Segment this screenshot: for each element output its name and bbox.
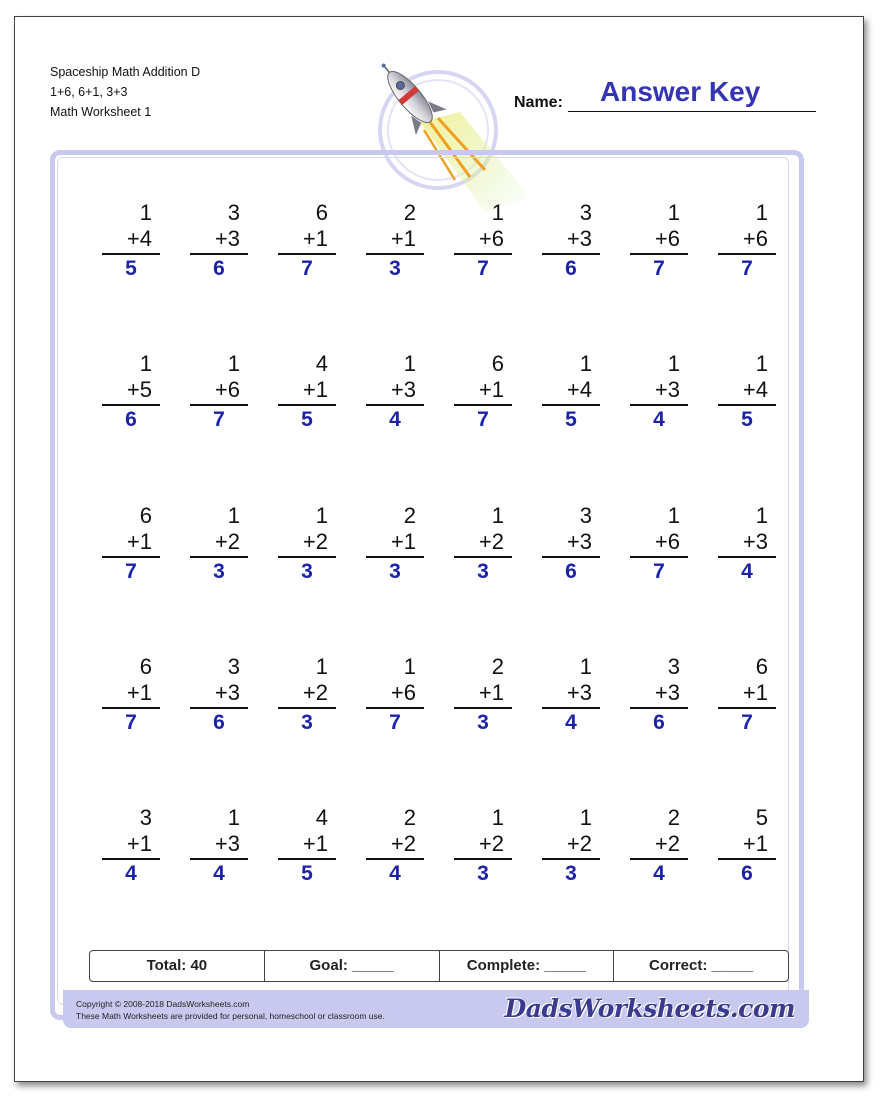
problem (360, 654, 424, 737)
addend-top: 1 (755, 200, 768, 225)
answer: 3 (301, 560, 313, 583)
addend-top: 1 (139, 351, 152, 376)
addend-top: 1 (755, 351, 768, 376)
addend-top: 1 (579, 805, 592, 830)
answer: 3 (301, 711, 313, 734)
addend-top: 1 (227, 503, 240, 528)
problem (712, 200, 776, 283)
problem (272, 200, 336, 283)
answer-key-label: Answer Key (600, 76, 761, 107)
problem (536, 503, 600, 586)
problem (624, 805, 688, 888)
worksheet-header (50, 62, 200, 122)
addend-top: 1 (491, 805, 504, 830)
addend-top: 1 (403, 654, 416, 679)
copyright-line: Copyright © 2008-2018 DadsWorksheets.com (76, 999, 250, 1009)
addend-bottom: +1 (126, 831, 152, 856)
addend-top: 6 (755, 654, 768, 679)
problem (624, 654, 688, 737)
addend-bottom: +6 (654, 226, 680, 251)
addend-bottom: +6 (654, 529, 680, 554)
problem (272, 654, 336, 737)
problem (536, 805, 600, 888)
addend-bottom: +2 (566, 831, 592, 856)
addend-top: 1 (755, 503, 768, 528)
problem (448, 200, 512, 283)
problem (96, 351, 160, 434)
goal-field[interactable]: Goal: _____ (265, 951, 440, 981)
problem (184, 503, 248, 586)
answer: 6 (741, 862, 753, 885)
correct-field[interactable]: Correct: _____ (649, 957, 754, 974)
answer: 6 (213, 711, 225, 734)
addend-bottom: +2 (214, 529, 240, 554)
answer: 7 (653, 257, 665, 280)
answer: 7 (477, 408, 489, 431)
addend-bottom: +6 (742, 226, 768, 251)
addend-bottom: +6 (214, 377, 240, 402)
answer: 5 (565, 408, 577, 431)
answer: 4 (125, 862, 137, 885)
addend-top: 2 (403, 503, 416, 528)
addend-top: 6 (491, 351, 504, 376)
addend-bottom: +2 (302, 529, 328, 554)
answer: 4 (213, 862, 225, 885)
name-label: Name: (514, 94, 563, 111)
footer (63, 990, 809, 1028)
answer: 3 (389, 257, 401, 280)
addend-bottom: +1 (478, 680, 504, 705)
addend-top: 3 (579, 200, 592, 225)
problem (448, 805, 512, 888)
addend-bottom: +3 (654, 680, 680, 705)
addend-bottom: +2 (478, 831, 504, 856)
answer: 7 (389, 711, 401, 734)
problem (712, 654, 776, 737)
problem (184, 805, 248, 888)
problem (448, 654, 512, 737)
answer: 6 (213, 257, 225, 280)
problem (272, 351, 336, 434)
addend-top: 1 (139, 200, 152, 225)
answer: 4 (653, 862, 665, 885)
addend-bottom: +6 (390, 680, 416, 705)
problem (624, 351, 688, 434)
problem (624, 503, 688, 586)
problem (448, 503, 512, 586)
total-field: Total: 40 (90, 951, 265, 981)
addend-bottom: +6 (478, 226, 504, 251)
problem (624, 200, 688, 283)
addend-top: 1 (315, 503, 328, 528)
problem (272, 805, 336, 888)
addend-top: 2 (403, 200, 416, 225)
problem (96, 200, 160, 283)
answer: 4 (653, 408, 665, 431)
answer: 7 (213, 408, 225, 431)
problem (360, 503, 424, 586)
answer: 3 (565, 862, 577, 885)
addend-bottom: +2 (654, 831, 680, 856)
addend-top: 4 (315, 805, 328, 830)
problem (536, 654, 600, 737)
addend-bottom: +2 (390, 831, 416, 856)
answer: 4 (741, 560, 753, 583)
problem-grid (70, 180, 780, 900)
addend-top: 2 (491, 654, 504, 679)
addend-bottom: +1 (390, 529, 416, 554)
answer: 4 (389, 408, 401, 431)
addend-top: 3 (227, 200, 240, 225)
problem (96, 805, 160, 888)
answer: 3 (213, 560, 225, 583)
problem (96, 503, 160, 586)
addend-bottom: +1 (302, 831, 328, 856)
answer: 7 (741, 257, 753, 280)
problem (712, 805, 776, 888)
addend-bottom: +3 (742, 529, 768, 554)
answer: 4 (565, 711, 577, 734)
answer: 6 (565, 560, 577, 583)
addend-top: 3 (227, 654, 240, 679)
worksheet-number: Math Worksheet 1 (50, 105, 152, 119)
addend-bottom: +1 (390, 226, 416, 251)
answer: 3 (477, 862, 489, 885)
answer: 6 (653, 711, 665, 734)
answer: 6 (125, 408, 137, 431)
addend-bottom: +4 (566, 377, 592, 402)
problem (272, 503, 336, 586)
answer: 7 (125, 711, 137, 734)
problem (360, 200, 424, 283)
addend-bottom: +4 (742, 377, 768, 402)
answer: 7 (301, 257, 313, 280)
problem (536, 351, 600, 434)
addend-top: 6 (139, 503, 152, 528)
addend-bottom: +1 (742, 680, 768, 705)
addend-top: 1 (227, 351, 240, 376)
addend-top: 1 (491, 503, 504, 528)
addend-top: 6 (315, 200, 328, 225)
addend-top: 1 (491, 200, 504, 225)
problem (712, 351, 776, 434)
answer: 5 (301, 862, 313, 885)
answer: 7 (653, 560, 665, 583)
score-bar (89, 950, 789, 982)
answer: 3 (477, 560, 489, 583)
answer: 7 (477, 257, 489, 280)
addend-top: 1 (579, 351, 592, 376)
answer: 7 (741, 711, 753, 734)
addend-top: 1 (315, 654, 328, 679)
dadsworksheets-logo: DadsWorksheets.com (504, 994, 795, 1023)
addend-top: 1 (227, 805, 240, 830)
answer: 5 (741, 408, 753, 431)
answer: 5 (125, 257, 137, 280)
addend-top: 6 (139, 654, 152, 679)
answer: 3 (389, 560, 401, 583)
addend-top: 3 (667, 654, 680, 679)
answer: 6 (565, 257, 577, 280)
problem (184, 200, 248, 283)
copyright-text (76, 998, 385, 1022)
answer: 3 (477, 711, 489, 734)
addend-top: 3 (579, 503, 592, 528)
problem (96, 654, 160, 737)
addend-top: 1 (403, 351, 416, 376)
addend-bottom: +3 (390, 377, 416, 402)
addend-bottom: +3 (214, 680, 240, 705)
addend-bottom: +3 (566, 680, 592, 705)
name-line[interactable] (568, 111, 816, 112)
addend-bottom: +1 (478, 377, 504, 402)
problem (184, 654, 248, 737)
answer: 4 (389, 862, 401, 885)
addend-top: 1 (667, 503, 680, 528)
addend-bottom: +1 (302, 377, 328, 402)
addend-bottom: +3 (654, 377, 680, 402)
addend-top: 1 (667, 351, 680, 376)
problem (448, 351, 512, 434)
addend-bottom: +1 (126, 529, 152, 554)
addend-top: 1 (579, 654, 592, 679)
addend-bottom: +2 (478, 529, 504, 554)
addend-top: 4 (315, 351, 328, 376)
addend-bottom: +4 (126, 226, 152, 251)
problem (536, 200, 600, 283)
addend-bottom: +5 (126, 377, 152, 402)
worksheet-title: Spaceship Math Addition D (50, 65, 201, 79)
addend-top: 2 (667, 805, 680, 830)
addend-bottom: +1 (302, 226, 328, 251)
problem (184, 351, 248, 434)
addend-bottom: +3 (214, 831, 240, 856)
addend-top: 5 (755, 805, 768, 830)
usage-notice: These Math Worksheets are provided for personal, homeschool or classroom use. (76, 1011, 385, 1021)
problem (360, 351, 424, 434)
addend-bottom: +3 (566, 226, 592, 251)
problem (712, 503, 776, 586)
addend-top: 2 (403, 805, 416, 830)
addend-bottom: +2 (302, 680, 328, 705)
addend-bottom: +3 (566, 529, 592, 554)
answer: 5 (301, 408, 313, 431)
addend-bottom: +3 (214, 226, 240, 251)
addend-bottom: +1 (126, 680, 152, 705)
addend-top: 3 (139, 805, 152, 830)
addend-bottom: +1 (742, 831, 768, 856)
worksheet-facts: 1+6, 6+1, 3+3 (50, 85, 128, 99)
answer: 7 (125, 560, 137, 583)
complete-field[interactable]: Complete: _____ (440, 951, 615, 981)
problem (360, 805, 424, 888)
addend-top: 1 (667, 200, 680, 225)
